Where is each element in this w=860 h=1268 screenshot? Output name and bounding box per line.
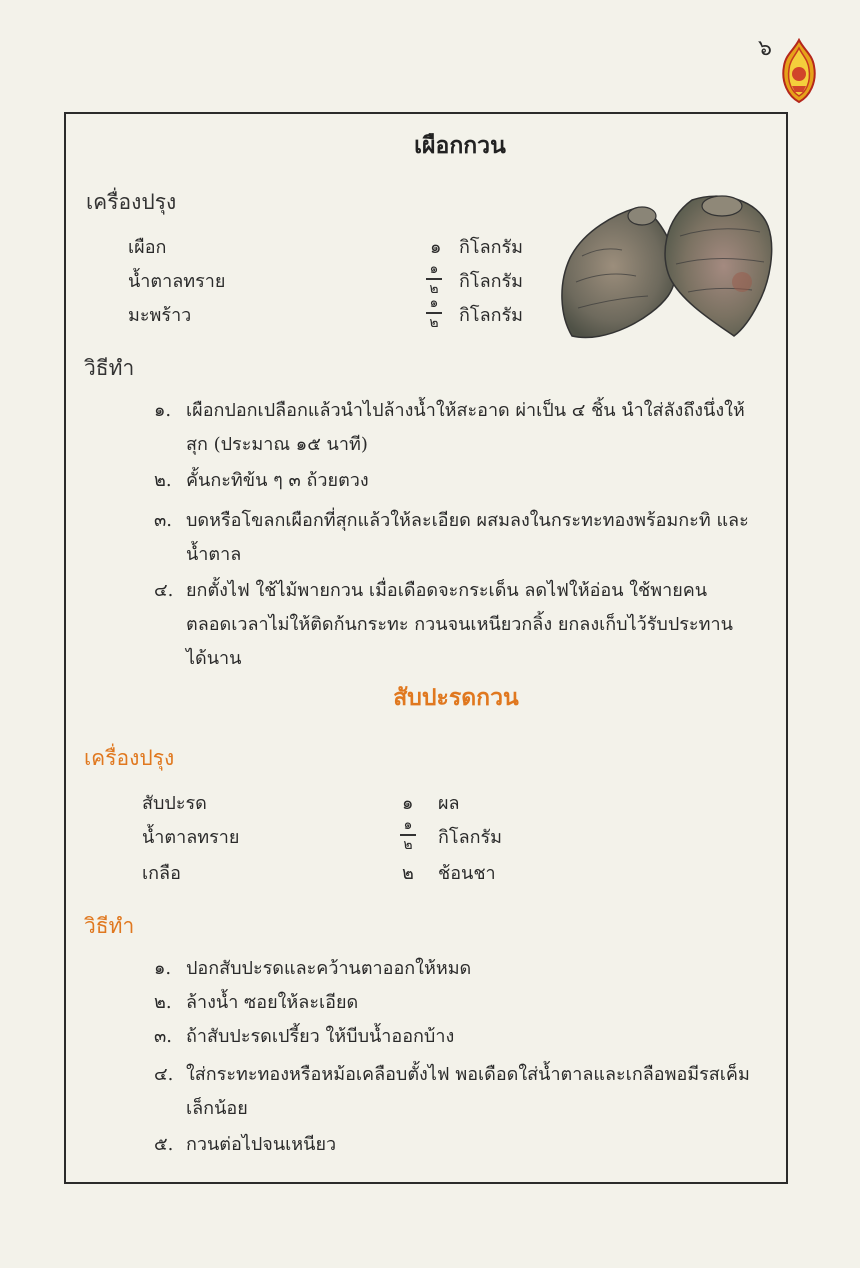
recipe2-ingredients-heading: เครื่องปรุง — [84, 746, 175, 770]
fraction-denominator: ๒ — [429, 280, 439, 297]
step-number: ๔. — [154, 1064, 174, 1085]
ingredient-unit: ผล — [438, 793, 460, 814]
ingredient-name: สับปะรด — [142, 793, 207, 814]
step-number: ๓. — [154, 510, 173, 531]
fraction-numerator: ๑ — [429, 295, 439, 311]
method-step — [154, 394, 774, 462]
ingredient-unit: กิโลกรัม — [459, 305, 524, 326]
ingredient-qty: ๑ — [402, 793, 414, 814]
recipe1-method-heading: วิธีทำ — [84, 356, 135, 380]
ingredient-fraction — [400, 818, 416, 852]
method-step — [154, 1058, 774, 1126]
step-text: กวนต่อไปจนเหนียว — [186, 1134, 337, 1155]
step-number: ๒. — [154, 470, 172, 491]
step-text: ล้างน้ำ ซอยให้ละเอียด — [186, 992, 359, 1013]
step-text: ยกตั้งไฟ ใช้ไม้พายกวน เมื่อเดือดจะกระเด็น ลดไฟให้อ่อน ใช้พายคนตลอดเวลาไม่ให้ติดก้นกระทะ กวนจนเหนียวกลิ้ง ยกลงเก็บไว้รับประทานได้นาน — [186, 580, 733, 669]
step-text: เผือกปอกเปลือกแล้วนำไปล้างน้ำให้สะอาด ผ่าเป็น ๔ ชิ้น นำใส่ลังถึงนึ่งให้สุก (ประมาณ ๑๕ นาที) — [186, 400, 745, 455]
method-step — [154, 1128, 774, 1162]
ingredient-fraction — [426, 262, 442, 296]
step-number: ๕. — [154, 1134, 174, 1155]
page-number: ๖ — [758, 36, 772, 61]
fraction-denominator: ๒ — [403, 836, 413, 853]
fraction-numerator: ๑ — [429, 261, 439, 277]
step-number: ๔. — [154, 580, 174, 601]
ingredient-unit: กิโลกรัม — [438, 827, 503, 848]
ingredient-name: น้ำตาลทราย — [142, 827, 240, 848]
fraction-denominator: ๒ — [429, 314, 439, 331]
step-text: คั้นกะทิข้น ๆ ๓ ถ้วยตวง — [186, 470, 369, 491]
step-text: บดหรือโขลกเผือกที่สุกแล้วให้ละเอียด ผสมลงในกระทะทองพร้อมกะทิ และน้ำตาล — [186, 510, 749, 565]
step-number: ๑. — [154, 958, 172, 979]
recipe2-title: สับปะรดกวน — [393, 684, 519, 711]
method-step — [154, 1020, 774, 1054]
fraction-numerator: ๑ — [403, 817, 413, 833]
ingredient-name: มะพร้าว — [128, 305, 192, 326]
step-number: ๓. — [154, 1026, 173, 1047]
recipe1-ingredients-heading: เครื่องปรุง — [86, 190, 177, 214]
ingredient-qty: ๑ — [430, 237, 442, 258]
step-number: ๒. — [154, 992, 172, 1013]
taro-illustration — [546, 186, 778, 354]
ingredient-unit: ช้อนชา — [438, 863, 496, 884]
ingredient-fraction — [426, 296, 442, 330]
method-step — [154, 504, 774, 572]
school-emblem-icon — [776, 38, 822, 104]
ingredient-unit: กิโลกรัม — [459, 237, 524, 258]
ingredient-qty: ๒ — [402, 863, 414, 884]
method-step — [154, 952, 774, 986]
ingredient-name: เผือก — [128, 237, 167, 258]
recipe1-title: เผือกกวน — [414, 132, 506, 159]
step-text: ใส่กระทะทองหรือหม้อเคลือบตั้งไฟ พอเดือดใส่น้ำตาลและเกลือพอมีรสเค็มเล็กน้อย — [186, 1064, 750, 1119]
method-step — [154, 986, 774, 1020]
ingredient-unit: กิโลกรัม — [459, 271, 524, 292]
step-number: ๑. — [154, 400, 172, 421]
recipe2-method-heading: วิธีทำ — [84, 914, 135, 938]
step-text: ปอกสับปะรดและคว้านตาออกให้หมด — [186, 958, 472, 979]
step-text: ถ้าสับปะรดเปรี้ยว ให้บีบน้ำออกบ้าง — [186, 1026, 455, 1047]
ingredient-name: น้ำตาลทราย — [128, 271, 226, 292]
method-step — [154, 464, 774, 498]
recipe-frame — [64, 112, 788, 1184]
method-step — [154, 574, 774, 669]
ingredient-name: เกลือ — [142, 863, 181, 884]
